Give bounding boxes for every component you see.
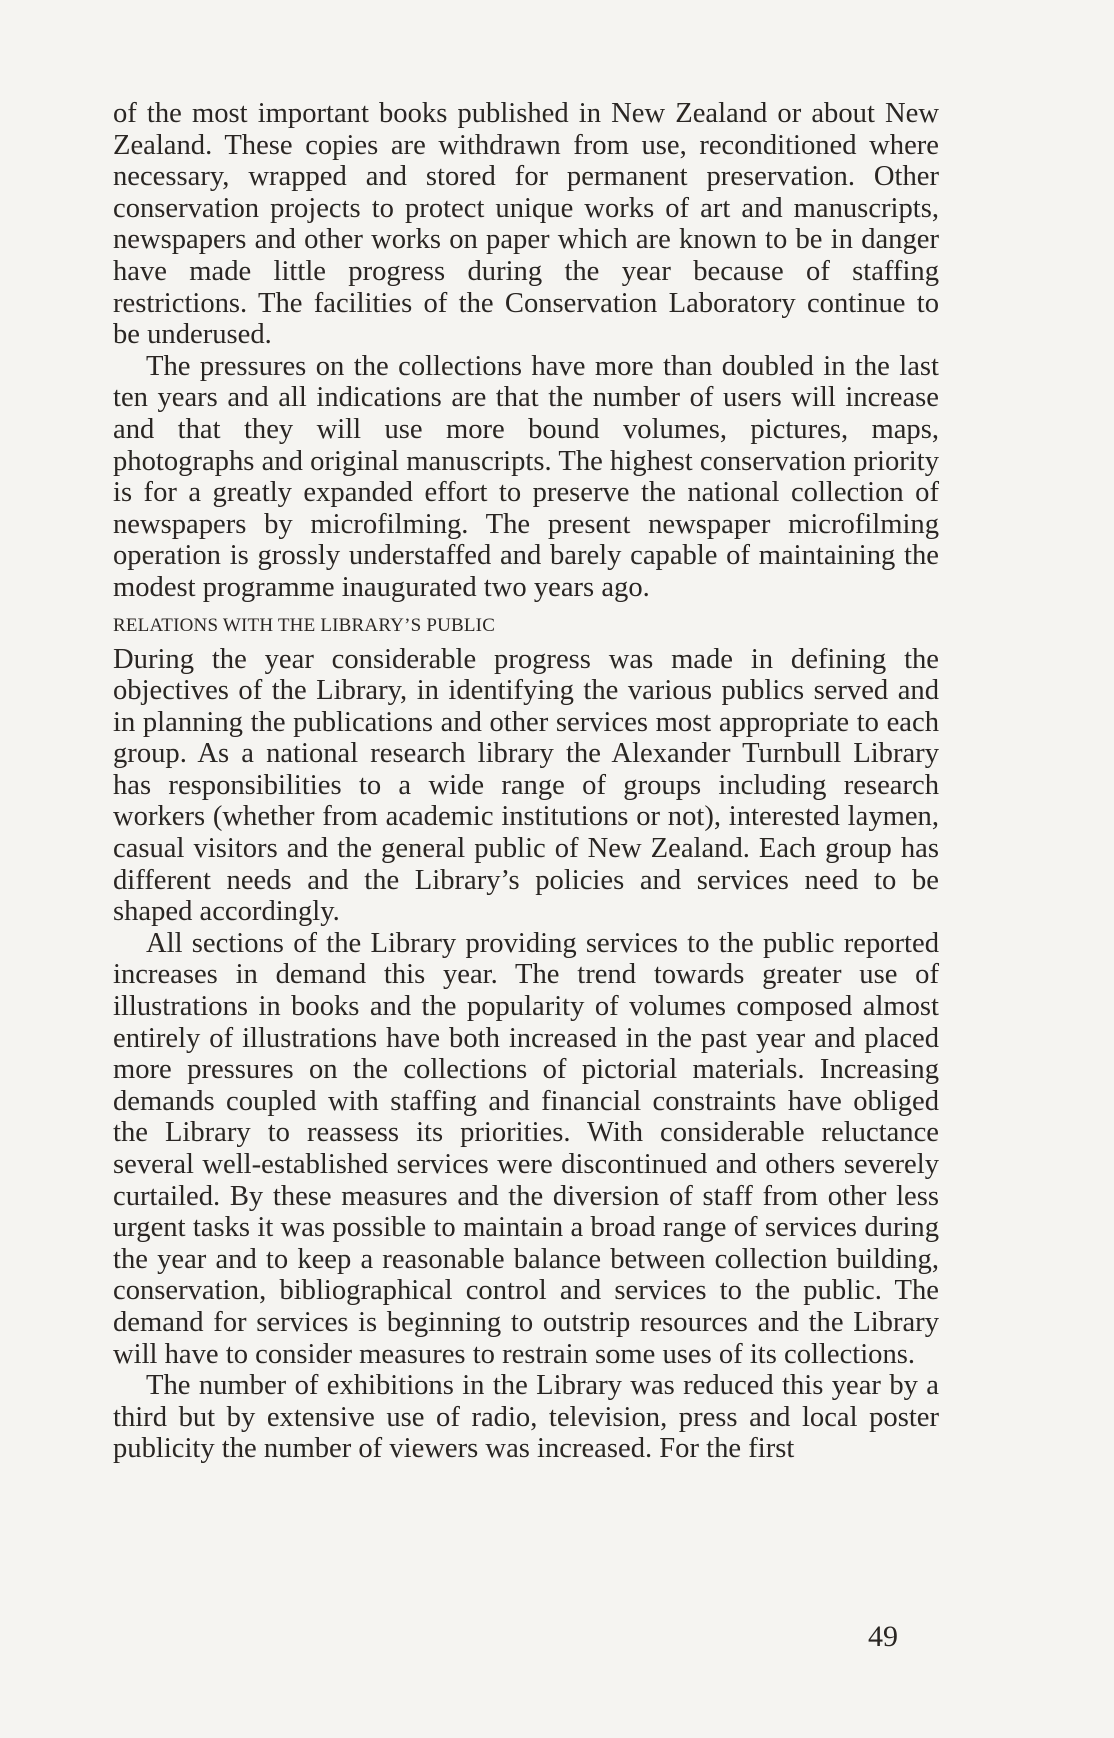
page-body: [113, 98, 939, 1465]
paragraph-library-objectives: During the year considerable progress was made in defining the objectives of the Library, in identifying the various publics served and in planning the publications and other services most appropriate to each group. As a national research library the Alexander Turnbull Library has responsibilities to a wide range of groups including research workers (whether from academic institutions or not), interested laymen, casual visitors and the general public of New Zealand. Each group has different needs and the Library’s policies and services need to be shaped accordingly.: [113, 643, 939, 928]
paragraph-service-demand: All sections of the Library providing services to the public reported increases in demand this year. The trend towards greater use of illustrations in books and the popularity of volumes composed almost entirely of illustrations have both increased in the past year and placed more pressures on the collections of pictorial materials. Increasing demands coupled with staffing and financial constraints have obliged the Library to reassess its priorities. With considerable reluctance several well-established services were discontinued and others severely curtailed. By these measures and the diversion of staff from other less urgent tasks it was possible to maintain a broad range of services during the year and to keep a reasonable balance between collection building, conservation, bibliographical control and services to the public. The demand for services is beginning to outstrip resources and the Library will have to consider measures to restrain some uses of its collections.: [113, 927, 939, 1370]
section-heading: RELATIONS WITH THE LIBRARY’S PUBLIC: [113, 614, 496, 636]
page-number: 49: [868, 1620, 898, 1653]
paragraph-exhibitions: The number of exhibitions in the Library was reduced this year by a third but by extensive use of radio, television, press and local poster publicity the number of viewers was increased. For the first: [113, 1370, 939, 1465]
paragraph-continuation: of the most important books published in New Zealand or about New Zealand. These copies are withdrawn from use, reconditioned where necessary, wrapped and stored for permanent preservation. Other conservation projects to protect unique works of art and manuscripts, newspapers and other works on paper which are known to be in danger have made little progress during the year because of staffing restrictions. The facilities of the Conservation Laboratory continue to be underused.: [113, 98, 939, 351]
paragraph-collection-pressures: The pressures on the collections have more than doubled in the last ten years and all indications are that the number of users will increase and that they will use more bound volumes, pictures, maps, photographs and original manuscripts. The highest conservation priority is for a greatly expanded effort to preserve the national collection of newspapers by microfilming. The present newspaper microfilming operation is grossly understaffed and barely capable of maintaining the modest programme inaugurated two years ago.: [113, 350, 939, 603]
